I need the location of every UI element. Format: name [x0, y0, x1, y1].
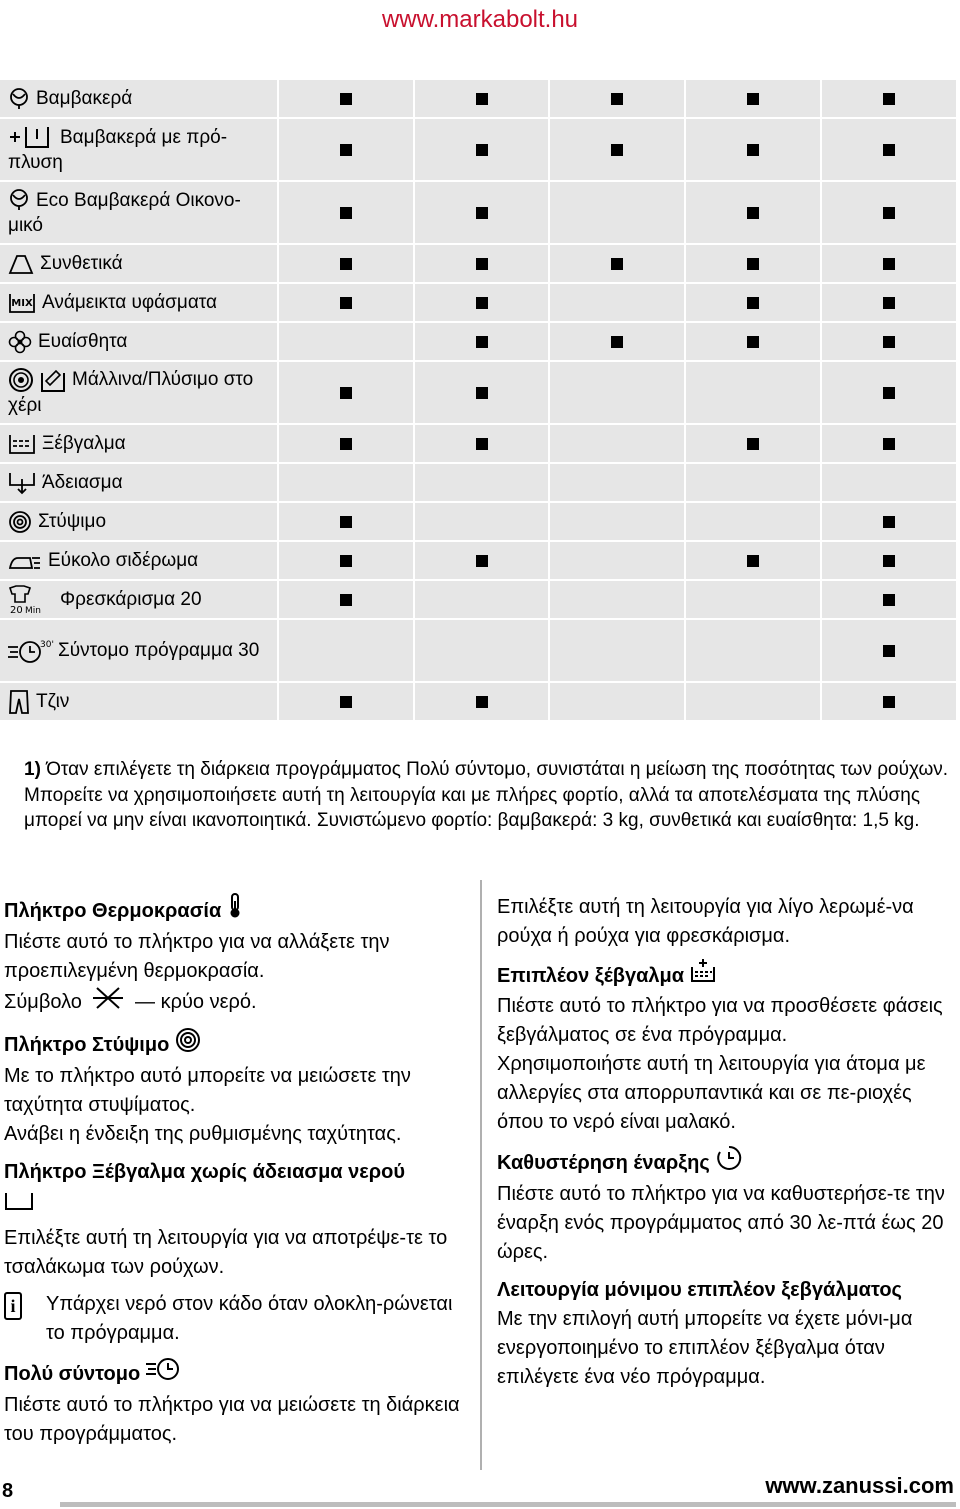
available-mark [611, 144, 623, 156]
option-cell [822, 542, 956, 579]
mix-icon [8, 292, 36, 314]
delay-clock-icon [716, 1145, 742, 1180]
option-cell [550, 464, 684, 501]
available-mark [883, 207, 895, 219]
header-url[interactable]: www.markabolt.hu [381, 6, 579, 33]
option-cell [279, 581, 413, 618]
option-cell [822, 245, 956, 282]
programme-label: Μάλλινα/Πλύσιμο στο χέρι [8, 369, 254, 416]
spin-text-1: Με το πλήκτρο αυτό μπορείτε να μειώσετε την ταχύτητα στυψίματος. [4, 1065, 411, 1116]
option-cell [415, 581, 549, 618]
programme-name [0, 620, 277, 681]
option-cell [686, 182, 820, 243]
footnote-marker: 1) [24, 759, 41, 780]
option-cell [686, 323, 820, 360]
available-mark [747, 336, 759, 348]
table-row [0, 464, 956, 503]
temperature-heading [4, 893, 470, 928]
programme-name [0, 362, 277, 423]
available-mark [476, 297, 488, 309]
programme-options-table [0, 80, 956, 722]
programme-label: Άδειασμα [42, 472, 123, 493]
cold-water-text: — κρύο νερό. [135, 990, 257, 1013]
option-cell [550, 620, 684, 681]
table-row [0, 425, 956, 464]
spin-icon [8, 510, 32, 534]
available-mark [747, 297, 759, 309]
option-cell [279, 182, 413, 243]
programme-label: Βαμβακερά [36, 88, 133, 109]
available-mark [883, 696, 895, 708]
option-cell [686, 245, 820, 282]
available-mark [340, 594, 352, 606]
programme-label: Φρεσκάρισμα 20 [60, 588, 202, 610]
available-mark [883, 144, 895, 156]
delay-start-heading [497, 1145, 955, 1180]
option-cell [415, 323, 549, 360]
available-mark [611, 258, 623, 270]
info-icon: i [4, 1292, 22, 1320]
option-cell [279, 683, 413, 720]
option-cell [550, 503, 684, 540]
option-cell [822, 80, 956, 117]
quick-heading-text: Πολύ σύντομο [4, 1362, 141, 1385]
table-row [0, 80, 956, 119]
option-cell [686, 362, 820, 423]
option-cell [686, 542, 820, 579]
available-mark [747, 258, 759, 270]
programme-label: Συνθετικά [40, 253, 123, 274]
svg-text:30': 30' [40, 639, 54, 650]
option-cell [686, 425, 820, 462]
option-cell [415, 464, 549, 501]
available-mark [476, 555, 488, 567]
permanent-rinse-text: Με την επιλογή αυτή μπορείτε να έχετε μόνι-μα ενεργοποιημένο το επιπλέον ξέβγαλμα όταν επιλέγετε ένα νέο πρόγραμμα. [497, 1308, 913, 1388]
table-row [0, 119, 956, 182]
option-cell [822, 182, 956, 243]
extra-rinse-text-2: Χρησιμοποιήστε αυτή τη λειτουργία για άτομα με αλλεργίες στα απορρυπαντικά και σε πε-ριοχές όπου το νερό είναι μαλακό. [497, 1053, 926, 1133]
jeans-icon [8, 689, 30, 715]
option-cell [279, 362, 413, 423]
programme-label: Σύντομο πρόγραμμα 30 [58, 639, 260, 661]
prewash-icon [8, 125, 54, 149]
option-cell [822, 284, 956, 321]
available-mark [883, 387, 895, 399]
extra-rinse-heading-text: Επιπλέον ξέβγαλμα [497, 964, 685, 987]
available-mark [883, 297, 895, 309]
spin-heading [4, 1027, 470, 1062]
programme-label: Eco Βαμβακερά Οικονο-μικό [8, 189, 241, 236]
spin-heading-text: Πλήκτρο Στύψιμο [4, 1033, 170, 1056]
footer-url[interactable]: www.zanussi.com [765, 1473, 954, 1498]
available-mark [747, 144, 759, 156]
available-mark [476, 207, 488, 219]
option-cell [415, 503, 549, 540]
available-mark [611, 336, 623, 348]
option-cell [822, 620, 956, 681]
left-column [4, 893, 470, 1449]
temperature-text: Πιέστε αυτό το πλήκτρο για να αλλάξετε την προεπιλεγμένη θερμοκρασία. [4, 931, 390, 982]
quick-30-icon [8, 638, 52, 664]
programme-label: Ευαίσθητα [38, 331, 128, 352]
delay-start-text: Πιέστε αυτό το πλήκτρο για να καθυστερήσε-τε την έναρξη ενός προγράμματος από 30 λε-πτά έως 20 ώρες. [497, 1183, 945, 1263]
option-cell [279, 542, 413, 579]
programme-name [0, 119, 277, 180]
programme-name [0, 503, 277, 540]
option-cell [686, 503, 820, 540]
available-mark [340, 93, 352, 105]
available-mark [883, 438, 895, 450]
option-cell [415, 119, 549, 180]
available-mark [340, 438, 352, 450]
option-cell [550, 581, 684, 618]
available-mark [340, 516, 352, 528]
table-row [0, 362, 956, 425]
option-cell [550, 80, 684, 117]
option-cell [822, 464, 956, 501]
programme-label: Ανάμεικτα υφάσματα [42, 292, 218, 313]
option-cell [550, 323, 684, 360]
available-mark [476, 144, 488, 156]
table-row [0, 245, 956, 284]
option-cell [415, 362, 549, 423]
programme-name [0, 683, 277, 720]
cold-water-line [4, 986, 470, 1019]
permanent-rinse-heading: Λειτουργία μόνιμου επιπλέον ξεβγάλματος [497, 1279, 902, 1301]
available-mark [476, 258, 488, 270]
available-mark [883, 93, 895, 105]
page-number: 8 [2, 1480, 14, 1502]
wool-handwash-icon [8, 367, 66, 393]
option-cell [415, 683, 549, 720]
cotton-icon [8, 88, 30, 110]
symbol-label: Σύμβολο [4, 990, 82, 1013]
available-mark [340, 555, 352, 567]
available-mark [883, 645, 895, 657]
option-cell [279, 245, 413, 282]
option-cell [550, 182, 684, 243]
table-row [0, 503, 956, 542]
available-mark [883, 594, 895, 606]
available-mark [340, 258, 352, 270]
programme-name [0, 80, 277, 117]
option-cell [415, 620, 549, 681]
option-cell [822, 503, 956, 540]
table-row [0, 683, 956, 722]
option-cell [279, 119, 413, 180]
cold-water-icon [93, 986, 123, 1019]
svg-text:Min: Min [25, 605, 41, 616]
available-mark [747, 93, 759, 105]
available-mark [340, 387, 352, 399]
option-cell [822, 425, 956, 462]
option-cell [550, 683, 684, 720]
option-cell [279, 80, 413, 117]
available-mark [340, 144, 352, 156]
option-cell [279, 503, 413, 540]
option-cell [550, 425, 684, 462]
programme-name [0, 464, 277, 501]
option-cell [686, 464, 820, 501]
table-row [0, 620, 956, 683]
available-mark [883, 555, 895, 567]
footnote-text: Όταν επιλέγετε τη διάρκεια προγράμματος Πολύ σύντομο, συνιστάται η μείωση της ποσότητας των ρούχων. Μπορείτε να χρησιμοποιήσετε αυτή τη λειτουργία και με πλήρες φορτίο, αλλά τα αποτελέσματα της πλύσης μπορεί να μην είναι ικανοποιητικά. Συνιστώμενο φορτίο: βαμβακερά: 3 kg, συνθετικά και ευαίσθητα: 1,5 kg. [24, 759, 949, 831]
quick-heading [4, 1356, 470, 1391]
option-cell [279, 464, 413, 501]
option-cell [415, 182, 549, 243]
programme-name [0, 425, 277, 462]
option-cell [550, 542, 684, 579]
available-mark [476, 93, 488, 105]
programme-name [0, 245, 277, 282]
option-cell [686, 581, 820, 618]
option-cell [550, 119, 684, 180]
option-cell [822, 581, 956, 618]
option-cell [279, 425, 413, 462]
option-cell [279, 620, 413, 681]
available-mark [747, 555, 759, 567]
available-mark [747, 207, 759, 219]
option-cell [415, 80, 549, 117]
option-cell [686, 284, 820, 321]
programme-label: Τζιν [36, 690, 70, 712]
rinse-icon [8, 433, 36, 455]
quick-clock-icon [146, 1356, 180, 1391]
temperature-heading-text: Πλήκτρο Θερμοκρασία [4, 899, 222, 922]
no-drain-icon [4, 1191, 470, 1218]
option-cell [415, 284, 549, 321]
available-mark [476, 696, 488, 708]
table-row [0, 323, 956, 362]
programme-name [0, 581, 277, 618]
right-column [497, 893, 955, 1392]
spin-text-2: Ανάβει η ένδειξη της ρυθμισμένης ταχύτητας. [4, 1123, 402, 1145]
option-cell [822, 683, 956, 720]
table-row [0, 182, 956, 245]
available-mark [476, 336, 488, 348]
available-mark [747, 438, 759, 450]
available-mark [476, 438, 488, 450]
option-cell [550, 284, 684, 321]
quick-text: Πιέστε αυτό το πλήκτρο για να μειώσετε τη διάρκεια του προγράμματος. [4, 1394, 460, 1445]
programme-label: Βαμβακερά με πρό-πλυση [8, 126, 228, 173]
refresh-intro-text: Επιλέξτε αυτή τη λειτουργία για λίγο λερωμέ-να ρούχα ή ρούχα για φρεσκάρισμα. [497, 896, 914, 947]
programme-name [0, 284, 277, 321]
delay-start-heading-text: Καθυστέρηση έναρξης [497, 1151, 710, 1174]
programme-name [0, 542, 277, 579]
drain-icon [8, 471, 36, 495]
info-note [4, 1290, 470, 1348]
programme-name [0, 182, 277, 243]
synthetics-icon [8, 253, 34, 275]
option-cell [415, 542, 549, 579]
extra-rinse-heading [497, 959, 955, 992]
programme-label: Στύψιμο [38, 511, 107, 532]
footer-bar [60, 1502, 956, 1507]
table-row [0, 542, 956, 581]
available-mark [340, 297, 352, 309]
thermometer-icon [227, 893, 243, 928]
info-text: Υπάρχει νερό στον κάδο όταν ολοκλη-ρώνεται το πρόγραμμα. [45, 1293, 453, 1344]
option-cell [686, 683, 820, 720]
table-row [0, 284, 956, 323]
column-divider [480, 880, 482, 1470]
delicates-icon [8, 330, 32, 354]
available-mark [611, 93, 623, 105]
available-mark [883, 336, 895, 348]
no-drain-heading: Πλήκτρο Ξέβγαλμα χωρίς άδειασμα νερού [4, 1161, 405, 1183]
option-cell [686, 119, 820, 180]
spin-icon [175, 1027, 201, 1062]
available-mark [340, 207, 352, 219]
extra-rinse-icon [690, 959, 716, 992]
option-cell [550, 362, 684, 423]
programme-label: Εύκολο σιδέρωμα [48, 550, 199, 571]
eco-cotton-icon [8, 189, 30, 211]
option-cell [279, 284, 413, 321]
option-cell [415, 425, 549, 462]
option-cell [415, 245, 549, 282]
option-cell [279, 323, 413, 360]
footnote [24, 757, 954, 834]
programme-name [0, 323, 277, 360]
option-cell [822, 323, 956, 360]
option-cell [822, 362, 956, 423]
available-mark [340, 696, 352, 708]
available-mark [883, 516, 895, 528]
extra-rinse-text-1: Πιέστε αυτό το πλήκτρο για να προσθέσετε φάσεις ξεβγάλματος σε ένα πρόγραμμα. [497, 995, 943, 1046]
option-cell [686, 80, 820, 117]
refresh-20-icon [8, 586, 54, 614]
option-cell [550, 245, 684, 282]
no-drain-text: Επιλέξτε αυτή τη λειτουργία για να αποτρέψε-τε το τσαλάκωμα των ρούχων. [4, 1227, 448, 1278]
option-cell [822, 119, 956, 180]
available-mark [476, 387, 488, 399]
available-mark [883, 258, 895, 270]
option-cell [686, 620, 820, 681]
table-row [0, 581, 956, 620]
programme-label: Ξέβγαλμα [42, 433, 126, 454]
svg-text:20: 20 [10, 604, 23, 616]
svg-text:MIX: MIX [11, 297, 33, 309]
easy-iron-icon [8, 550, 42, 572]
